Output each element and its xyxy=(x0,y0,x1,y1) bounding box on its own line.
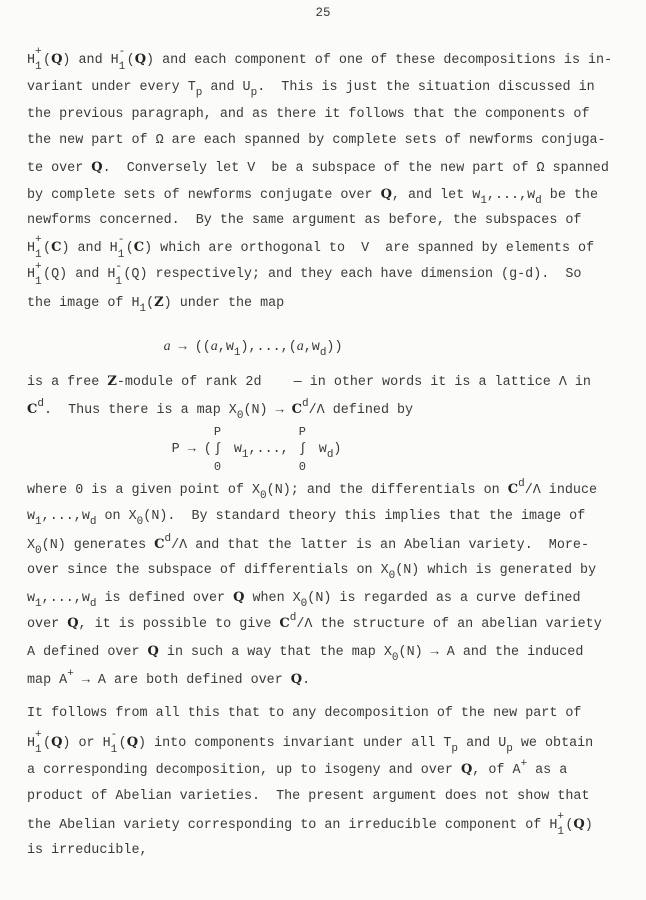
text: when X xyxy=(244,591,301,606)
text-line xyxy=(27,160,609,177)
text: H xyxy=(27,267,36,282)
text-line xyxy=(27,46,613,73)
text: /Λ and that the latter is an Abelian variety. More- xyxy=(171,538,589,553)
text-line xyxy=(27,425,342,474)
subscript: 0 xyxy=(300,598,308,610)
text: ,w xyxy=(217,340,234,355)
text: ( xyxy=(125,241,134,256)
italic-symbol: a xyxy=(163,339,171,354)
text-line xyxy=(27,374,591,391)
text: ) into components invariant under all T xyxy=(138,736,452,751)
text: /Λ defined by xyxy=(308,403,414,418)
text: → A are both defined over xyxy=(73,673,291,688)
text: P → ( xyxy=(27,442,212,457)
italic-symbol: a xyxy=(296,339,304,354)
text: )) xyxy=(326,340,343,355)
text: . This is just the situation discussed in xyxy=(257,80,595,95)
subscript: 0 xyxy=(388,570,396,582)
text: on X xyxy=(96,509,137,524)
bold-symbol: Q xyxy=(134,52,147,67)
text-line xyxy=(27,187,598,207)
text-line xyxy=(27,612,602,633)
bold-symbol: Q xyxy=(91,160,103,175)
bold-symbol: Z xyxy=(107,374,117,389)
text: (Q) respectively; and they each have dimension (g-d). So xyxy=(123,267,582,282)
text-line xyxy=(27,533,589,557)
text-line xyxy=(27,811,593,838)
text: /Λ induce xyxy=(524,483,598,498)
superscript: d xyxy=(37,398,44,410)
text: be the xyxy=(541,188,598,203)
text: ( xyxy=(146,296,155,311)
text: map A xyxy=(27,673,68,688)
sub-superscript: + 1 xyxy=(35,46,42,73)
text: , and let w xyxy=(391,188,481,203)
text: H xyxy=(27,736,36,751)
text-line xyxy=(27,234,595,261)
text-line xyxy=(27,509,586,528)
text-line xyxy=(27,590,581,610)
text: H xyxy=(27,53,36,68)
text xyxy=(27,340,164,355)
subscript: 0 xyxy=(136,516,144,528)
text: variant under every T xyxy=(27,80,196,95)
bold-symbol: C xyxy=(507,482,519,497)
subscript: 1 xyxy=(35,516,42,528)
text: -module of rank 2d — in other words it is a lattice Λ in xyxy=(116,375,591,390)
text-line xyxy=(27,133,606,149)
text-line xyxy=(27,80,595,99)
text: ( xyxy=(43,53,52,68)
bold-symbol: Q xyxy=(233,590,245,605)
text: ) and H xyxy=(62,53,119,68)
subscript: p xyxy=(451,743,459,755)
bold-symbol: Q xyxy=(147,644,159,659)
text: ) xyxy=(584,818,593,833)
text: ) and each component of one of these decompositions is in- xyxy=(146,53,613,68)
text: and U xyxy=(458,736,507,751)
bold-symbol: C xyxy=(27,402,38,417)
sub-superscript: + 1 xyxy=(35,234,42,261)
bold-symbol: Q xyxy=(51,52,63,67)
text: It follows from all this that to any decomposition of the new part of xyxy=(27,706,582,721)
text: is irreducible, xyxy=(27,843,148,858)
text: (N); and the differentials on xyxy=(266,483,508,498)
superscript: + xyxy=(67,668,74,680)
text: where 0 is a given point of X xyxy=(27,483,261,498)
text: the previous paragraph, and as there it follows that the components of xyxy=(27,107,590,122)
bold-symbol: Q xyxy=(126,735,139,750)
text: ) under the map xyxy=(163,296,285,311)
text: a corresponding decomposition, up to isogeny and over xyxy=(27,763,461,778)
text: X xyxy=(27,538,36,553)
text: over xyxy=(27,617,68,632)
subscript: 1 xyxy=(241,449,249,461)
bold-symbol: Z xyxy=(154,295,164,310)
text: the image of H xyxy=(27,296,140,311)
superscript: d xyxy=(518,478,525,490)
bold-symbol: Q xyxy=(51,735,63,750)
text: ( xyxy=(565,818,574,833)
text: the new part of Ω are each spanned by complete sets of newforms conjuga- xyxy=(27,133,606,148)
text-line xyxy=(27,843,148,859)
text: the Abelian variety corresponding to an irreducible component of H xyxy=(27,818,558,833)
text-line xyxy=(27,706,581,722)
text-line xyxy=(27,213,581,229)
subscript: p xyxy=(506,743,513,755)
text: (N) generates xyxy=(41,538,155,553)
text: ( xyxy=(126,53,135,68)
text: as a xyxy=(527,763,568,778)
text-line xyxy=(27,758,568,779)
superscript: d xyxy=(289,612,297,624)
text: (N) which is generated by xyxy=(395,563,597,578)
text: ) which are orthogonal to V are spanned by elements of xyxy=(144,241,595,256)
text: (Q) and H xyxy=(43,267,116,282)
text-line xyxy=(27,107,590,123)
text: w xyxy=(225,442,242,457)
bold-symbol: C xyxy=(279,616,290,631)
subscript: d xyxy=(89,516,97,528)
text: and U xyxy=(202,80,251,95)
text: . xyxy=(302,673,311,688)
text: . Conversely let V be a subspace of the new part of Ω spanned xyxy=(102,161,609,176)
text-line xyxy=(27,295,285,315)
subscript: d xyxy=(535,195,542,207)
bold-symbol: Q xyxy=(290,672,303,687)
integral-sign: P ∫ 0 xyxy=(213,425,222,474)
text: ,...,w xyxy=(486,188,536,203)
text: ,..., xyxy=(248,442,297,457)
text: ) or H xyxy=(62,736,111,751)
text: te over xyxy=(27,161,92,176)
bold-symbol: Q xyxy=(380,187,392,202)
bold-symbol: Q xyxy=(67,616,79,631)
subscript: 0 xyxy=(236,410,244,422)
bold-symbol: C xyxy=(154,537,165,552)
text: w xyxy=(27,591,36,606)
text: (N) → xyxy=(243,403,292,418)
text: (N) → A and the induced xyxy=(398,645,584,660)
text-line xyxy=(27,668,311,689)
text-line xyxy=(27,789,590,805)
text: (N) is regarded as a curve defined xyxy=(307,591,581,606)
italic-symbol: a xyxy=(210,339,218,354)
text: by complete sets of newforms conjugate over xyxy=(27,188,381,203)
integral-sign: P ∫ 0 xyxy=(298,425,307,474)
text: , of A xyxy=(472,763,521,778)
sub-superscript: - 1 xyxy=(115,261,122,288)
text-line xyxy=(27,478,598,502)
bold-symbol: Q xyxy=(460,762,473,777)
text: in such a way that the map X xyxy=(158,645,392,660)
bold-symbol: C xyxy=(51,240,62,255)
text: ( xyxy=(43,241,52,256)
text: , it is possible to give xyxy=(78,617,280,632)
sub-superscript: + 1 xyxy=(557,811,564,838)
text: over since the subspace of differentials on X xyxy=(27,563,389,578)
subscript: 1 xyxy=(233,347,241,359)
subscript: d xyxy=(319,347,327,359)
subscript: d xyxy=(89,598,97,610)
text: ( xyxy=(43,736,52,751)
text-line xyxy=(27,644,584,664)
subscript: 1 xyxy=(480,195,487,207)
text-line xyxy=(27,398,414,422)
subscript: d xyxy=(326,449,334,461)
text: we obtain xyxy=(512,736,594,751)
text: . Thus there is a map X xyxy=(43,403,237,418)
sub-superscript: + 1 xyxy=(35,261,42,288)
text: product of Abelian varieties. The present argument does not show that xyxy=(27,789,590,804)
text: ,...,w xyxy=(41,591,90,606)
subscript: 0 xyxy=(391,652,399,664)
bold-symbol: C xyxy=(133,240,145,255)
text: A defined over xyxy=(27,645,148,660)
text: is a free xyxy=(27,375,108,390)
text: ,w xyxy=(303,340,320,355)
bold-symbol: C xyxy=(291,402,303,417)
subscript: p xyxy=(250,87,258,99)
superscript: + xyxy=(520,758,528,770)
text: ,...,w xyxy=(41,509,90,524)
text-line xyxy=(27,729,594,756)
text: ),...,( xyxy=(240,340,297,355)
sub-superscript: - 1 xyxy=(117,234,125,261)
text: is defined over xyxy=(96,591,234,606)
sub-superscript: + 1 xyxy=(35,729,42,756)
bold-symbol: Q xyxy=(573,817,585,832)
subscript: p xyxy=(195,87,203,99)
text: H xyxy=(27,241,36,256)
page-number: 25 xyxy=(315,6,331,20)
text: /Λ the structure of an abelian variety xyxy=(296,617,602,632)
text: w xyxy=(310,442,327,457)
text: ( xyxy=(118,736,127,751)
subscript: 0 xyxy=(260,490,267,502)
superscript: d xyxy=(302,398,309,410)
text: ) and H xyxy=(61,241,118,256)
text-line xyxy=(27,563,597,582)
subscript: 1 xyxy=(35,598,42,610)
text: (N). By standard theory this implies that the image of xyxy=(143,509,586,524)
sub-superscript: - 1 xyxy=(110,729,118,756)
text: → (( xyxy=(170,340,211,355)
subscript: 0 xyxy=(35,545,42,557)
text: newforms concerned. By the same argument as before, the subspaces of xyxy=(27,213,582,228)
subscript: 1 xyxy=(139,303,147,315)
text-line xyxy=(27,339,343,359)
sub-superscript: - 1 xyxy=(118,46,126,73)
text: ) xyxy=(333,442,342,457)
superscript: d xyxy=(164,533,172,545)
text: w xyxy=(27,509,36,524)
text-line xyxy=(27,261,582,288)
